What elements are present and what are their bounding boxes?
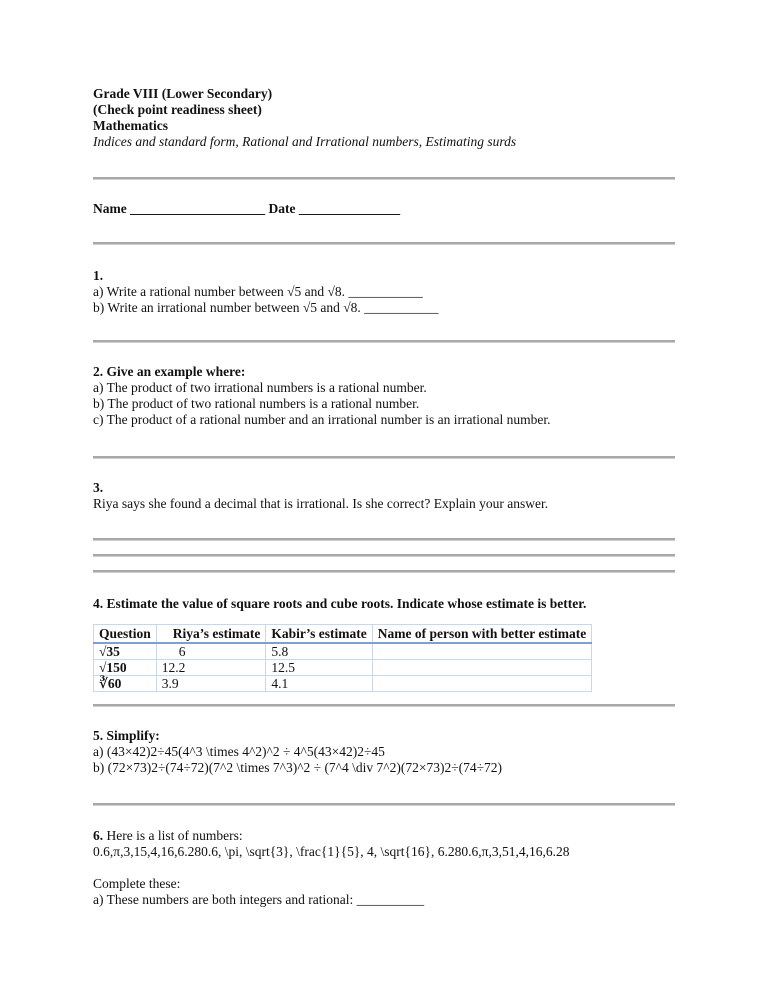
table-row [94,676,592,692]
q1-number: 1. [93,268,104,283]
q6-intro-line [93,828,243,844]
date-field[interactable]: _______________ [298,201,401,216]
table-header-row [94,625,592,644]
col-kabir-estimate: Kabir’s estimate [266,625,372,644]
q5-part-b: b) (72×73)2÷(74÷72)(7^2 \times 7^3)^2 ÷ (7^4 \div 7^2)(72×73)2÷(74÷72) [93,760,503,775]
riya-cell: 3.9 [156,676,266,692]
q6-intro: Here is a list of numbers: [103,828,243,843]
riya-cell: 12.2 [156,660,266,676]
divider [93,704,675,707]
q2-part-a: a) The product of two irrational numbers is a rational number. [93,380,427,395]
q1-part-a [93,284,423,300]
q6a-text: a) These numbers are both integers and rational: [93,892,354,907]
table-row [94,643,592,660]
q5-part-a: a) (43×42)2÷45(4^3 \times 4^2)^2 ÷ 4^5(43×42)2÷45 [93,744,385,759]
q3-number: 3. [93,480,104,495]
divider [93,803,675,806]
q6-number-list: 0.6,π,3,15,4,16,6.280.6, \pi, \sqrt{3}, \frac{1}{5}, 4, \sqrt{16}, 6.280.6,π,3,51,4,16,6.28 [93,844,570,859]
divider [93,177,675,180]
q1b-answer-blank[interactable]: ___________ [364,300,439,315]
answer-line-1[interactable] [93,538,675,541]
question-cell: ∛60 [94,676,157,692]
q2-part-b: b) The product of two rational numbers is a rational number. [93,396,420,411]
sheet-subtitle: (Check point readiness sheet) [93,102,262,117]
q1a-text: a) Write a rational number between √5 and √8. [93,284,346,299]
col-question: Question [94,625,157,644]
divider [93,242,675,245]
q4-title: 4. Estimate the value of square roots and cube roots. Indicate whose estimate is better. [93,596,587,611]
q6-number: 6. [93,828,104,843]
name-field[interactable]: ____________________ [130,201,266,216]
question-cell: √150 [94,660,157,676]
divider [93,456,675,459]
better-estimate-input[interactable] [372,643,592,660]
q6a-answer-blank[interactable]: __________ [356,892,425,907]
table-row [94,660,592,676]
q6-complete-label: Complete these: [93,876,181,891]
riya-cell: 6 [156,643,266,660]
grade-title: Grade VIII (Lower Secondary) [93,86,273,101]
divider [93,340,675,343]
q5-title: 5. Simplify: [93,728,160,743]
kabir-cell: 4.1 [266,676,372,692]
q1a-answer-blank[interactable]: ___________ [348,284,423,299]
answer-line-2[interactable] [93,554,675,557]
q2-part-c: c) The product of a rational number and an irrational number is an irrational number. [93,412,551,427]
col-better-estimate: Name of person with better estimate [372,625,592,644]
q6-part-a [93,892,424,908]
col-riya-estimate: Riya’s estimate [156,625,266,644]
estimates-table [93,624,592,692]
q2-title: 2. Give an example where: [93,364,246,379]
topics-line: Indices and standard form, Rational and Irrational numbers, Estimating surds [93,134,517,149]
q3-text: Riya says she found a decimal that is irrational. Is she correct? Explain your answer. [93,496,549,511]
kabir-cell: 12.5 [266,660,372,676]
better-estimate-input[interactable] [372,660,592,676]
name-date-line [93,201,400,217]
q1-part-b [93,300,438,316]
question-cell: √35 [94,643,157,660]
better-estimate-input[interactable] [372,676,592,692]
name-label: Name [93,201,127,216]
answer-line-3[interactable] [93,570,675,573]
date-label: Date [268,201,296,216]
kabir-cell: 5.8 [266,643,372,660]
subject-title: Mathematics [93,118,168,133]
q1b-text: b) Write an irrational number between √5 and √8. [93,300,361,315]
